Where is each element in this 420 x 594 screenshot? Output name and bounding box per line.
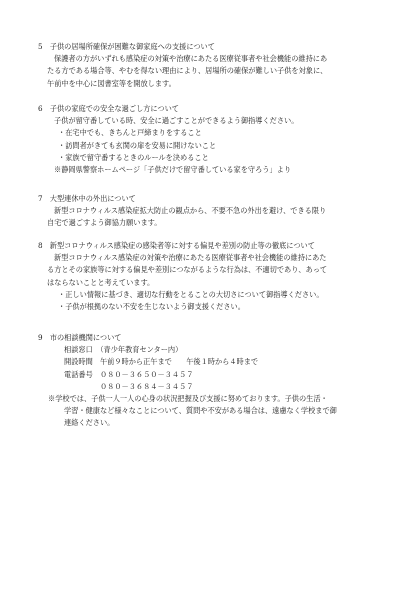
section-6-line-1: 子供が留守番している時、安全に過ごすことができるよう御指導ください。 [54, 116, 299, 126]
section-9-note-line-3: 連絡ください。 [64, 418, 115, 428]
section-8-bullet-2: ・子供が根拠のない不安を生じないよう御支援ください。 [58, 302, 245, 312]
section-7-heading: 7 大型連休中の外出について [38, 194, 136, 203]
section-7-line-1: 新型コロナウィルス感染症拡大防止の観点から、不要不急の外出を避け、できる限り [54, 206, 327, 216]
phone-number-1: 電話番号 ０８０－３６５０－３４５７ [64, 369, 194, 379]
consultation-office: 相談窓口 （青少年教育センター内） [64, 345, 183, 355]
section-6-heading: 6 子供の家庭での安全な過ごし方について [38, 104, 179, 113]
section-6-bullet-2: ・訪問者がきても玄関の扉を安易に開けないこと [58, 140, 217, 150]
section-6-bullet-1: ・在宅中でも、きちんと戸締まりをすること [58, 128, 202, 138]
section-9-note-line-1: ※学校では、子供一人一人の心身の状況把握及び支援に努めております。子供の生活・ [48, 394, 328, 404]
section-8-heading: 8 新型コロナウィルス感染症の感染者等に対する偏見や差別の防止等の徹底について [38, 241, 315, 250]
phone-number-2: ０８０－３６８４－３４５７ [64, 381, 194, 391]
section-6-bullet-3: ・家族で留守番するときのルールを決めること [58, 152, 209, 162]
section-6 [38, 103, 388, 176]
section-9 [38, 332, 388, 430]
section-8-bullet-1: ・正しい情報に基づき、適切な行動をとることの大切さについて御指導ください。 [58, 289, 324, 299]
section-5-line-2: たる方である場合等、やむを得ない理由により、居場所の確保が難しい子供を対象に、 [47, 66, 328, 76]
section-6-note: ※静岡県警察ホームページ「子供だけで留守番している家を守ろう」より [54, 165, 292, 175]
section-8-line-3: はならないことと考えています。 [47, 277, 155, 287]
section-8-line-1: 新型コロナウィルス感染症の対策や治療にあたる医療従事者や社会機能の維持にあた [54, 253, 327, 263]
opening-hours: 開設時間 午前９時から正午まで 午後１時から４時まで [64, 357, 259, 367]
section-9-note-line-2: 学習・健康など様々なことについて、質問や不安がある場合は、遠慮なく学校まで御 [64, 406, 337, 416]
section-5-line-1: 保護者の方がいずれも感染症の対策や治療にあたる医療従事者や社会機能の維持にあ [54, 54, 328, 64]
section-7-line-2: 自宅で過ごすよう御協力願います。 [47, 218, 162, 228]
section-7 [38, 193, 388, 230]
section-9-heading: 9 市の相談機関について [38, 333, 122, 342]
section-8 [38, 240, 388, 313]
section-5 [38, 41, 388, 90]
section-5-heading: 5 子供の居場所確保が困難な御家庭への支援について [38, 42, 215, 51]
section-8-line-2: る方とその家族等に対する偏見や差別につながるような行為は、不適切であり、あって [47, 265, 328, 275]
section-5-line-3: 午前中を中心に図書室等を開放します。 [47, 78, 176, 88]
